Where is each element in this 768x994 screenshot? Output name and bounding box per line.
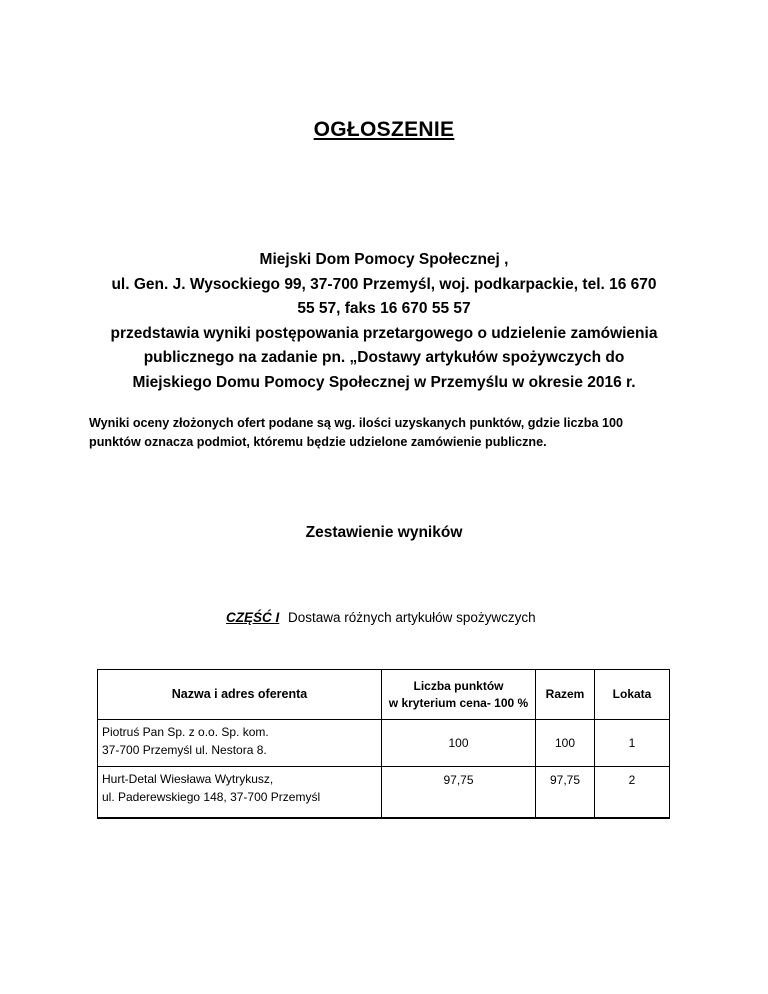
table-header-row [98,670,670,720]
results-note [89,414,689,452]
header-points [382,670,536,720]
header-line: 55 57, faks 16 670 55 57 [297,300,471,317]
header-rank: Lokata [595,670,670,720]
bidder-name-line1: Piotruś Pan Sp. z o.o. Sp. kom. [102,725,269,739]
part-description: Dostawa różnych artykułów spożywczych [288,610,536,625]
table-row [98,767,670,819]
bidder-name-line2: ul. Paderewskiego 148, 37-700 Przemyśl [102,790,321,804]
bidder-name [98,767,382,819]
header-total: Razem [536,670,595,720]
bidder-name-line2: 37-700 Przemyśl ul. Nestora 8. [102,743,267,757]
header-points-line2: w kryterium cena- 100 % [388,695,529,710]
table-row [98,720,670,767]
header-line: przedstawia wyniki postępowania przetargowego o udzielenie zamówienia [110,324,658,342]
header-name: Nazwa i adres oferenta [98,670,382,720]
bidder-rank: 2 [595,767,670,819]
bidder-points: 97,75 [382,767,536,819]
bidder-name [98,720,382,767]
part-label: CZĘŚĆ I [226,610,280,625]
header-block [60,248,708,395]
bidder-total: 97,75 [536,767,595,819]
results-table [97,669,670,819]
bidder-points: 100 [382,720,536,767]
header-line: ul. Gen. J. Wysockiego 99, 37-700 Przemyśl, woj. podkarpackie, tel. 16 670 [111,275,657,293]
results-subtitle: Zestawienie wyników [305,524,463,541]
part-heading [226,610,536,625]
note-line: Wyniki oceny złożonych ofert podane są wg. ilości uzyskanych punktów, gdzie liczba 100 [89,416,623,430]
bidder-total: 100 [536,720,595,767]
header-points-line1: Liczba punktów [413,678,504,693]
header-line: Miejskiego Domu Pomocy Społecznej w Przemyślu w okresie 2016 r. [132,373,636,391]
note-line: punktów oznacza podmiot, któremu będzie udzielone zamówienie publiczne. [89,435,547,449]
bidder-name-line1: Hurt-Detal Wiesława Wytrykusz, [102,772,274,786]
header-line: publicznego na zadanie pn. „Dostawy artykułów spożywczych do [143,349,625,366]
page-title: OGŁOSZENIE [313,118,455,141]
bidder-rank: 1 [595,720,670,767]
header-line: Miejski Dom Pomocy Społecznej , [259,251,509,268]
